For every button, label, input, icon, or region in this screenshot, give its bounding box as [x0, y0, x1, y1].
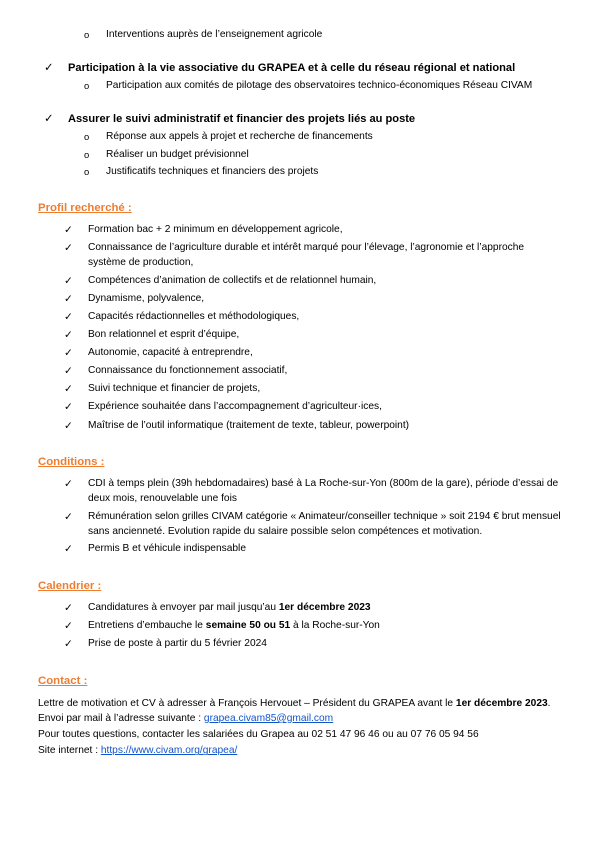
check-bullet-icon: ✓ — [64, 511, 73, 523]
contact-text-pre: Lettre de motivation et CV à adresser à François Hervouet – Président du GRAPEA avant le — [38, 697, 456, 709]
list-item-text: Compétences d’animation de collectifs et de relationnel humain, — [88, 274, 377, 286]
list-item-text: Justificatifs techniques et financiers des projets — [106, 166, 319, 178]
list-item-text — [88, 637, 564, 652]
circle-bullet-icon: o — [84, 79, 90, 91]
list-item-text: Suivi technique et financier de projets, — [88, 383, 261, 395]
heading-item — [44, 60, 564, 77]
list-item — [64, 346, 564, 362]
check-bullet-icon: ✓ — [64, 366, 73, 378]
heading-item — [44, 111, 564, 128]
list-item — [64, 382, 564, 398]
list-item — [64, 274, 564, 290]
list-item — [64, 400, 564, 416]
check-bullet-icon: ✓ — [64, 544, 73, 556]
list-item-text: Formation bac + 2 minimum en développement agricole, — [88, 224, 343, 236]
check-bullet-icon: ✓ — [64, 384, 73, 396]
section-profil — [38, 198, 564, 223]
list-item-text: Réponse aux appels à projet et recherche de financements — [106, 130, 373, 142]
website-link[interactable]: https://www.civam.org/grapea/ — [100, 745, 238, 757]
section-calendrier — [38, 576, 564, 601]
check-bullet-icon: ✓ — [64, 348, 73, 360]
check-bullet-icon: ✓ — [64, 311, 73, 323]
text-bold: 1er décembre 2023 — [278, 601, 371, 613]
list-item — [64, 364, 564, 380]
section-contact — [38, 671, 564, 696]
contact-phone-line: Pour toutes questions, contacter les salariées du Grapea au 02 51 47 96 46 ou au 07 76 05 94 56 — [38, 729, 479, 741]
text-pre: Candidatures à envoyer par mail jusqu’au — [88, 601, 279, 613]
section-conditions — [38, 452, 564, 477]
spacer — [38, 97, 564, 111]
list-item — [64, 292, 564, 308]
text-pre: Prise de poste à partir du 5 février 2024 — [88, 637, 267, 649]
contact-website-line — [38, 743, 564, 758]
heading-item-text: Participation à la vie associative du GRAPEA et à celle du réseau régional et national — [68, 61, 516, 74]
circle-bullet-icon: o — [84, 29, 90, 40]
check-bullet-icon: ✓ — [44, 61, 54, 74]
list-item-text — [88, 619, 564, 634]
section-title: Conditions : — [38, 456, 105, 469]
list-item-text: Connaissance du fonctionnement associatif, — [88, 365, 288, 377]
circle-bullet-icon: o — [84, 148, 90, 160]
list-item — [64, 419, 564, 435]
list-item — [64, 328, 564, 344]
check-bullet-icon: ✓ — [64, 638, 73, 650]
list-item — [64, 241, 564, 271]
text-post: à la Roche-sur-Yon — [290, 619, 380, 631]
list-item-text: Participation aux comités de pilotage des observatoires technico-économiques Réseau CIVAM — [106, 79, 533, 91]
list-item-text: Bon relationnel et esprit d’équipe, — [88, 329, 240, 341]
list-item — [64, 223, 564, 239]
check-bullet-icon: ✓ — [64, 330, 73, 342]
list-item-text: Maîtrise de l’outil informatique (traitement de texte, tableur, powerpoint) — [88, 419, 410, 431]
section-title: Profil recherché : — [38, 202, 132, 215]
check-bullet-icon: ✓ — [64, 243, 73, 255]
spacer — [38, 46, 564, 60]
check-bullet-icon: ✓ — [64, 602, 73, 614]
check-bullet-icon: ✓ — [64, 275, 73, 287]
list-item — [84, 148, 564, 163]
list-item — [64, 542, 564, 558]
list-item — [64, 601, 564, 617]
check-bullet-icon: ✓ — [64, 293, 73, 305]
list-item-text: Autonomie, capacité à entreprendre, — [88, 347, 253, 359]
circle-bullet-icon: o — [84, 166, 90, 178]
list-item-text — [88, 601, 564, 616]
text-bold: semaine 50 ou 51 — [205, 619, 291, 631]
circle-bullet-icon: o — [84, 130, 90, 142]
check-bullet-icon: ✓ — [64, 402, 73, 414]
check-bullet-icon: ✓ — [64, 479, 73, 491]
check-bullet-icon: ✓ — [64, 225, 73, 237]
website-label: Site internet : — [38, 745, 101, 757]
list-item — [64, 637, 564, 653]
list-item — [84, 165, 564, 180]
list-item — [64, 477, 564, 507]
list-item-text: Rémunération selon grilles CIVAM catégorie « Animateur/conseiller technique » soit 2194 € brut mensuel sans ancienneté. Evolution rapide du salaire possible selon compétences et motivation. — [88, 510, 561, 537]
list-item-text: CDI à temps plein (39h hebdomadaires) basé à La Roche-sur-Yon (800m de la gare), période d’essai de deux mois, renouvelable une fois — [88, 478, 559, 505]
contact-paragraph — [38, 696, 564, 727]
list-item-text: Expérience souhaitée dans l’accompagnement d’agriculteur·ices, — [88, 401, 382, 413]
list-item-text: Dynamisme, polyvalence, — [88, 292, 205, 304]
contact-text-post: . Envoi par mail à l’adresse suivante : — [38, 697, 551, 724]
text-pre: Entretiens d’embauche le — [88, 619, 206, 631]
list-item — [64, 619, 564, 635]
heading-item-text: Assurer le suivi administratif et financier des projets liés au poste — [68, 112, 416, 125]
check-bullet-icon: ✓ — [44, 112, 54, 125]
list-item — [64, 310, 564, 326]
list-item — [64, 510, 564, 540]
list-item — [84, 130, 564, 145]
check-bullet-icon: ✓ — [64, 620, 73, 632]
list-item-text: Connaissance de l’agriculture durable et intérêt marqué pour l’élevage, l’agronomie et l’approche système de production, — [88, 242, 525, 269]
list-item-text: Permis B et véhicule indispensable — [88, 543, 246, 555]
contact-date-bold: 1er décembre 2023 — [455, 697, 548, 709]
list-item-text: Réaliser un budget prévisionnel — [106, 148, 249, 160]
contact-email-link[interactable]: grapea.civam85@gmail.com — [203, 712, 334, 724]
list-item-text: Interventions auprès de l’enseignement agricole — [106, 29, 323, 40]
list-item — [84, 28, 564, 43]
check-bullet-icon: ✓ — [64, 420, 73, 432]
section-title: Calendrier : — [38, 579, 102, 592]
section-title: Contact : — [38, 674, 88, 687]
list-item-text: Capacités rédactionnelles et méthodologiques, — [88, 310, 300, 322]
list-item — [84, 79, 564, 94]
